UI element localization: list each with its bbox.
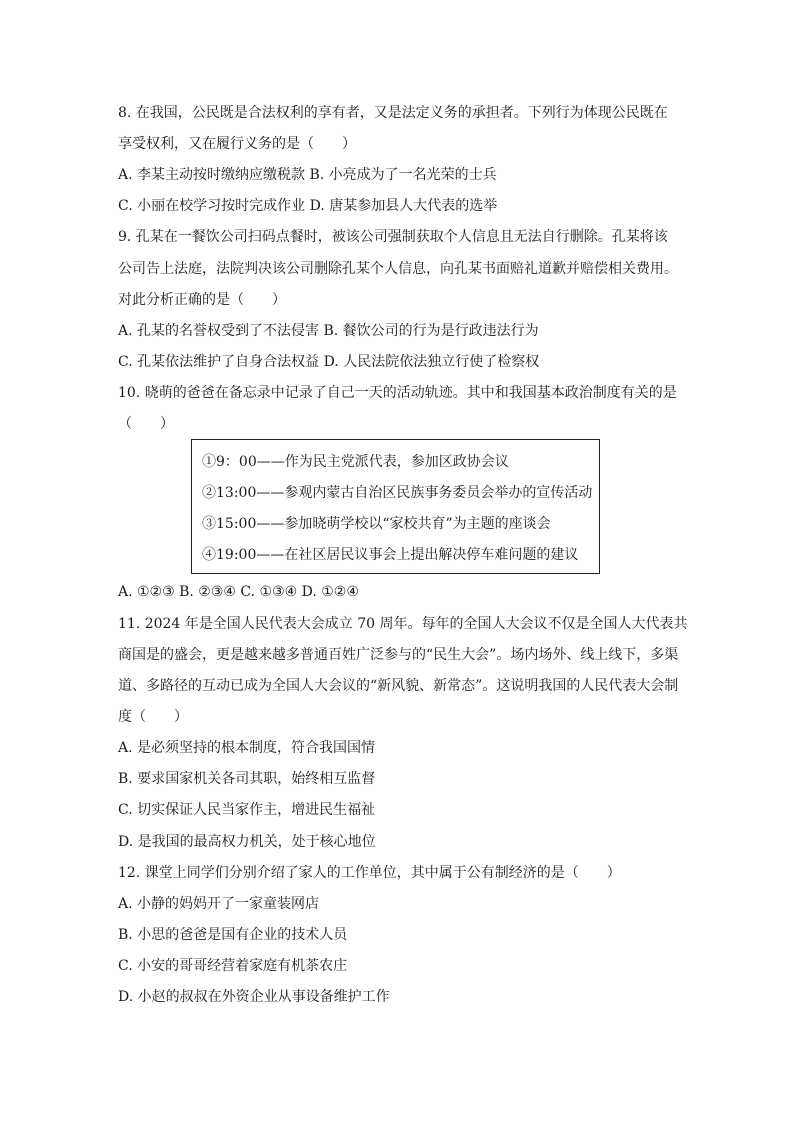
- question-9-options-ab: A. 孔某的名誉权受到了不法侵害 B. 餐饮公司的行为是行政违法行为: [118, 323, 539, 339]
- question-11-option-c: C. 切实保证人民当家作主，增进民生福祉: [118, 802, 376, 818]
- question-11-option-d: D. 是我国的最高权力机关，处于核心地位: [118, 834, 376, 850]
- question-10-options: A. ①②③ B. ②③④ C. ①③④ D. ①②④: [118, 584, 359, 600]
- question-9-stem-line-1: 9. 孔某在一餐饮公司扫码点餐时，被该公司强制获取个人信息且无法自行删除。孔某将该: [118, 229, 668, 245]
- question-12-option-b: B. 小思的爸爸是国有企业的技术人员: [118, 927, 348, 943]
- question-10-stem-line-1: 10. 晓萌的爸爸在备忘录中记录了自己一天的活动轨迹。其中和我国基本政治制度有关的是: [118, 385, 677, 401]
- memo-item-3: ③15:00——参加晓萌学校以“家校共育”为主题的座谈会: [202, 516, 551, 532]
- question-12-stem-line-1: 12. 课堂上同学们分别介绍了家人的工作单位，其中属于公有制经济的是（ ）: [118, 865, 621, 881]
- memo-item-2: ②13:00——参观内蒙古自治区民族事务委员会举办的宣传活动: [202, 485, 593, 501]
- question-12-option-c: C. 小安的哥哥经营着家庭有机茶农庄: [118, 958, 348, 974]
- question-11-stem-line-3: 道、多路径的互动已成为全国人大会议的“新风貌、新常态”。这说明我国的人民代表大会制: [118, 678, 679, 694]
- memo-item-1: ①9：00——作为民主党派代表，参加区政协会议: [202, 454, 509, 470]
- question-8-stem-line-1: 8. 在我国，公民既是合法权利的享有者，又是法定义务的承担者。下列行为体现公民既在: [118, 105, 668, 121]
- question-11-stem-line-1: 11. 2024 年是全国人民代表大会成立 70 周年。每年的全国人大会议不仅是全国人大代表共: [118, 616, 688, 632]
- question-8-options-cd: C. 小丽在校学习按时完成作业 D. 唐某参加县人大代表的选举: [118, 198, 498, 214]
- question-9-stem-line-2: 公司告上法庭，法院判决该公司删除孔某个人信息，向孔某书面赔礼道歉并赔偿相关费用。: [118, 261, 678, 277]
- question-8-stem-line-2: 享受权利，又在履行义务的是（ ）: [118, 136, 356, 152]
- question-11-option-b: B. 要求国家机关各司其职，始终相互监督: [118, 771, 376, 787]
- question-9-options-cd: C. 孔某依法维护了自身合法权益 D. 人民法院依法独立行使了检察权: [118, 354, 540, 370]
- question-11-stem-line-4: 度（ ）: [118, 709, 188, 725]
- question-12-option-d: D. 小赵的叔叔在外资企业从事设备维护工作: [118, 989, 390, 1005]
- question-9-stem-line-3: 对此分析正确的是（ ）: [118, 292, 286, 308]
- memo-item-4: ④19:00——在社区居民议事会上提出解决停车难问题的建议: [202, 547, 579, 563]
- question-11-option-a: A. 是必须坚持的根本制度，符合我国国情: [118, 740, 376, 756]
- memo-box: [191, 439, 600, 574]
- question-10-stem-line-2: （ ）: [118, 416, 174, 432]
- question-8-options-ab: A. 李某主动按时缴纳应缴税款 B. 小亮成为了一名光荣的士兵: [118, 167, 497, 183]
- question-12-option-a: A. 小静的妈妈开了一家童装网店: [118, 896, 320, 912]
- question-11-stem-line-2: 商国是的盛会，更是越来越多普通百姓广泛参与的“民生大会”。场内场外、线上线下，多渠: [118, 647, 679, 663]
